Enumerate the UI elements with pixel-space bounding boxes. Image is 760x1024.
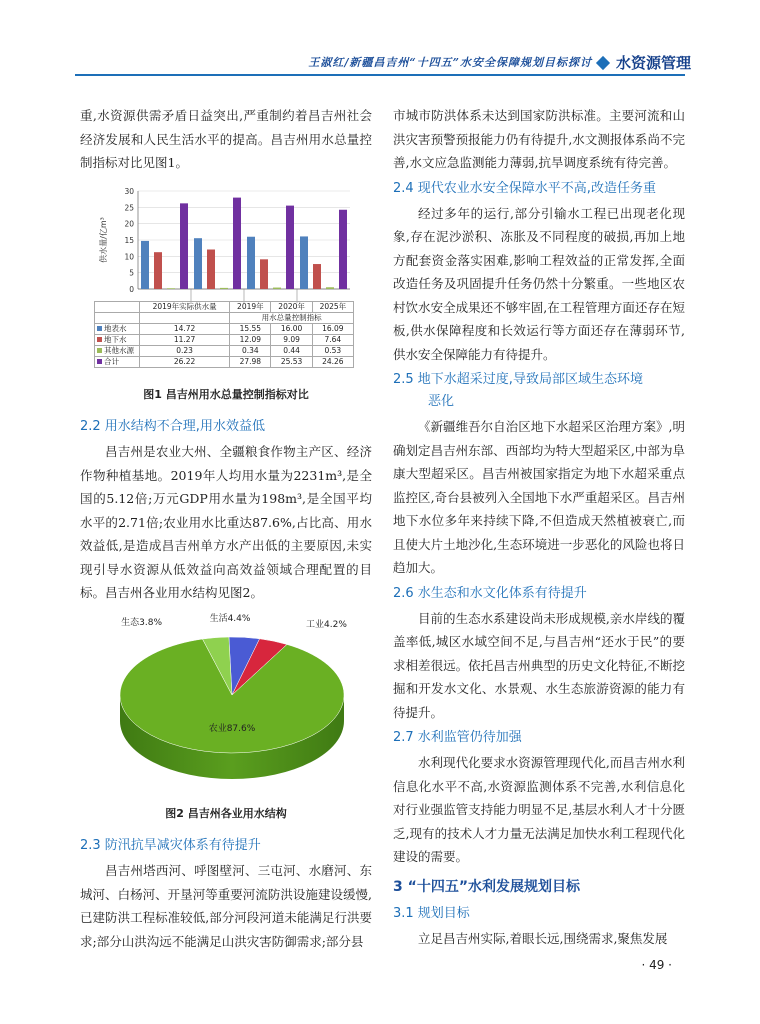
bar-地表水-2025年 [300, 236, 308, 289]
data-cell: 16.09 [312, 323, 353, 334]
group-label: 用水总量控制指标 [230, 312, 354, 323]
bar-合计-2019年 [233, 197, 241, 288]
data-cell: 0.23 [140, 345, 230, 356]
data-cell: 0.34 [230, 345, 271, 356]
series-name: 其他水源 [104, 345, 134, 355]
series-legend [95, 334, 140, 345]
paragraph: 水利现代化要求水资源管理现代化,而昌吉州水利信息化水平不高,水资源监测体系不完善,水利信息化对行业强监管支持能力明显不足,基层水利人才十分匮乏,现有的技术人才力量无法满足加快水利工程现代化建设的需要。 [393, 755, 685, 864]
data-cell: 11.27 [140, 334, 230, 345]
section-3-title: 3 “十四五”水利发展规划目标 [393, 878, 581, 895]
bar-地下水-2019年实际供水量 [154, 252, 162, 289]
section-2-5-title-line1: 2.5 地下水超采过度,导致局部区域生态环境 [393, 372, 643, 387]
chart-data-table [94, 301, 354, 368]
table-spacer [95, 312, 140, 323]
paragraph: 市城市防洪体系未达到国家防洪标准。主要河流和山洪灾害预警预报能力仍有待提升,水文测报体系尚不完善,水文应急监测能力薄弱,抗旱调度系统有待完善。 [393, 108, 685, 170]
paragraph: 重,水资源供需矛盾日益突出,严重制约着昌吉州社会经济发展和人民生活水平的提高。昌吉州用水总量控制指标对比见图1。 [80, 108, 372, 170]
legend-swatch [97, 359, 102, 364]
series-legend [95, 345, 140, 356]
pie-chart [96, 613, 356, 798]
pie-chart-plot [96, 613, 356, 798]
y-tick-label: 25 [124, 202, 134, 212]
table-corner [95, 301, 140, 312]
data-cell: 7.64 [312, 334, 353, 345]
figure-1-caption: 图1 昌吉州用水总量控制指标对比 [143, 387, 309, 401]
bar-chart-plot [94, 183, 354, 303]
data-cell: 15.55 [230, 323, 271, 334]
table-row [95, 356, 354, 367]
category-label: 2025年 [312, 301, 353, 312]
figure-2 [80, 613, 372, 826]
section-2-3-title: 2.3 防汛抗旱减灾体系有待提升 [80, 838, 261, 853]
bar-地表水-2019年 [194, 238, 202, 289]
section-3-1-title: 3.1 规划目标 [393, 905, 470, 921]
category-label: 2020年 [271, 301, 312, 312]
section-2-4-title: 2.4 现代农业水安全保障水平不高,改造任务重 [393, 180, 656, 196]
paragraph: 经过多年的运行,部分引输水工程已出现老化现象,存在泥沙淤积、冻胀及不同程度的破损,再加上地方配套资金落实困难,影响工程效益的正常发挥,全面改造任务及巩固提升任务仍然十分繁重。一些地区农村饮水安全成果还不够牢固,在工程管理方面还存在短板,供水保障程度和长效运行等方面还存在薄弱环节,供水安全保障能力有待提升。 [393, 205, 685, 362]
bar-地下水-2025年 [313, 264, 321, 289]
paragraph: 昌吉州塔西河、呼图壁河、三屯河、水磨河、东城河、白杨河、开垦河等重要河流防洪设施建设缓慢,已建防洪工程标准较低,部分河段河道未能满足行洪要求;部分山洪沟远不能满足山洪灾害防御需求;部分县 [80, 863, 372, 949]
bar-合计-2020年 [286, 205, 294, 288]
table-row [95, 323, 354, 334]
y-tick-label: 5 [129, 268, 134, 278]
data-cell: 0.53 [312, 345, 353, 356]
y-tick-label: 30 [124, 186, 134, 196]
data-cell: 12.09 [230, 334, 271, 345]
data-cell: 9.09 [271, 334, 312, 345]
paragraph: 立足昌吉州实际,着眼长远,围绕需求,聚焦发展 [418, 930, 668, 946]
y-tick-label: 10 [124, 251, 134, 261]
paragraph: 昌吉州是农业大州、全疆粮食作物主产区、经济作物种植基地。2019年人均用水量为2231m³,是全国的5.12倍;万元GDP用水量为198m³,是全国平均水平的2.71倍;农业用水比重达87.6%,占比高、用水效益低,是造成昌吉州单方水产出低的主要原因,未实现引导水资源从低效益向高效益领域合理配置的目标。昌吉州各业用水结构见图2。 [80, 444, 372, 600]
legend-swatch [97, 337, 102, 342]
diamond-icon [596, 56, 610, 70]
slice-label: 生活4.4% [209, 613, 251, 624]
bar-其他水源-2019年实际供水量 [167, 288, 175, 289]
data-cell: 14.72 [140, 323, 230, 334]
series-name: 地表水 [104, 323, 127, 333]
right-column [393, 104, 685, 950]
slice-label: 农业87.6% [208, 723, 256, 734]
section-2-5-title [393, 369, 685, 413]
left-column [80, 104, 372, 953]
bar-合计-2025年 [339, 209, 347, 288]
data-cell: 26.22 [140, 356, 230, 367]
bar-其他水源-2025年 [326, 287, 334, 289]
page-number: · 49 · [641, 958, 672, 972]
header-rule [75, 74, 685, 76]
figure-2-caption: 图2 昌吉州各业用水结构 [165, 806, 287, 820]
running-header [0, 50, 760, 76]
table-row [95, 345, 354, 356]
slice-label: 生态3.8% [121, 617, 162, 628]
bar-地表水-2020年 [247, 236, 255, 288]
category-label: 2019年 [230, 301, 271, 312]
paragraph: 《新疆维吾尔自治区地下水超采区治理方案》,明确划定昌吉州东部、西部均为特大型超采区,中部为阜康大型超采区。昌吉州被国家指定为地下水超采重点监控区,奇台县被列入全国地下水严重超采区。昌吉州地下水位多年来持续下降,不但造成天然植被衰亡,而且使大片土地沙化,生态环境进一步恶化的风险也将日趋加大。 [393, 419, 685, 575]
y-tick-label: 20 [124, 219, 134, 229]
journal-name: 水资源管理 [616, 54, 692, 72]
figure-1 [80, 183, 372, 407]
data-cell: 25.53 [271, 356, 312, 367]
series-legend [95, 323, 140, 334]
series-name: 地下水 [104, 334, 127, 344]
data-cell: 24.26 [312, 356, 353, 367]
bar-chart [94, 183, 354, 379]
series-name: 合计 [104, 356, 119, 366]
bar-地下水-2020年 [260, 259, 268, 289]
data-cell: 16.00 [271, 323, 312, 334]
y-tick-label: 0 [129, 284, 134, 294]
section-2-6-title: 2.6 水生态和水文化体系有待提升 [393, 585, 587, 601]
bar-地表水-2019年实际供水量 [141, 240, 149, 288]
section-2-5-title-line2: 恶化 [428, 394, 455, 409]
series-legend [95, 356, 140, 367]
data-cell: 27.98 [230, 356, 271, 367]
table-spacer [140, 312, 230, 323]
data-cell: 0.44 [271, 345, 312, 356]
bar-合计-2019年实际供水量 [180, 203, 188, 289]
section-2-2-title: 2.2 用水结构不合理,用水效益低 [80, 419, 265, 434]
slice-label: 工业4.2% [306, 619, 347, 630]
table-row [95, 334, 354, 345]
bar-其他水源-2020年 [273, 287, 281, 288]
legend-swatch [97, 348, 102, 353]
paragraph: 目前的生态水系建设尚未形成规模,亲水岸线的覆盖率低,城区水域空间不足,与昌吉州“还水于民”的要求相差很远。依托昌吉州典型的历史文化特征,不断挖掘和开发水文化、水景观、水生态旅游资源的能力有待提升。 [393, 610, 685, 720]
running-title: 王淑红/新疆昌吉州“十四五”水安全保障规划目标探讨 [308, 56, 592, 69]
legend-swatch [97, 326, 102, 331]
y-tick-label: 15 [124, 235, 134, 245]
y-axis-label: 供水量/亿m³ [99, 216, 108, 263]
bar-其他水源-2019年 [220, 287, 228, 288]
category-label: 2019年实际供水量 [140, 301, 230, 312]
bar-地下水-2019年 [207, 249, 215, 288]
section-2-7-title: 2.7 水利监管仍待加强 [393, 730, 522, 745]
